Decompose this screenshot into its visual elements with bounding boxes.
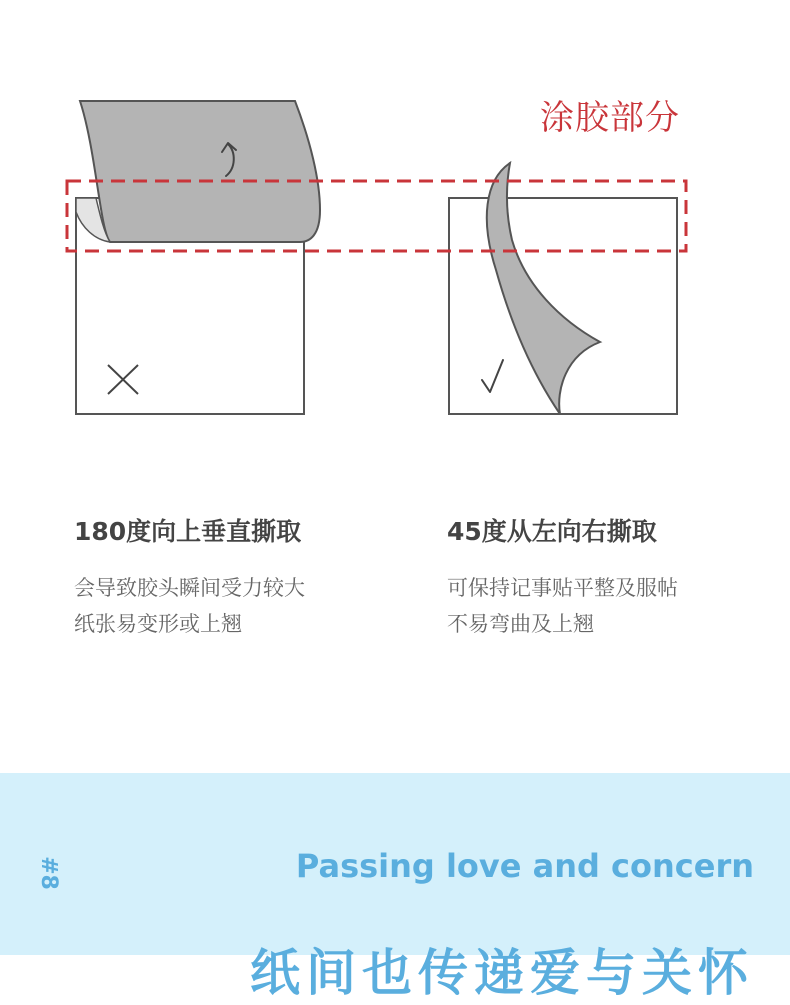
left-curled-sheet	[80, 101, 320, 242]
vertical-peel-title: 180度向上垂直撕取	[74, 517, 302, 546]
vertical-peel-line-1: 会导致胶头瞬间受力较大	[74, 576, 305, 600]
tagline-chinese: 纸间也传递爱与关怀	[250, 944, 754, 1002]
diagonal-peel-diagram	[449, 163, 677, 414]
vertical-peel-line-2: 纸张易变形或上翘	[74, 612, 242, 636]
diagonal-peel-line-1: 可保持记事贴平整及服帖	[447, 576, 678, 600]
diagonal-peel-title: 45度从左向右撕取	[447, 517, 657, 546]
diagonal-peel-line-2: 不易弯曲及上翘	[447, 612, 594, 636]
vertical-peel-diagram	[76, 101, 320, 414]
tagline-english: Passing love and concern	[295, 847, 754, 885]
peeling-illustration	[0, 0, 790, 470]
footer-banner	[0, 773, 790, 1002]
glue-area-label: 涂胶部分	[540, 98, 680, 138]
vertical-peel-description	[74, 512, 394, 642]
diagonal-peel-description	[447, 512, 767, 642]
page-number: #8	[36, 856, 61, 890]
